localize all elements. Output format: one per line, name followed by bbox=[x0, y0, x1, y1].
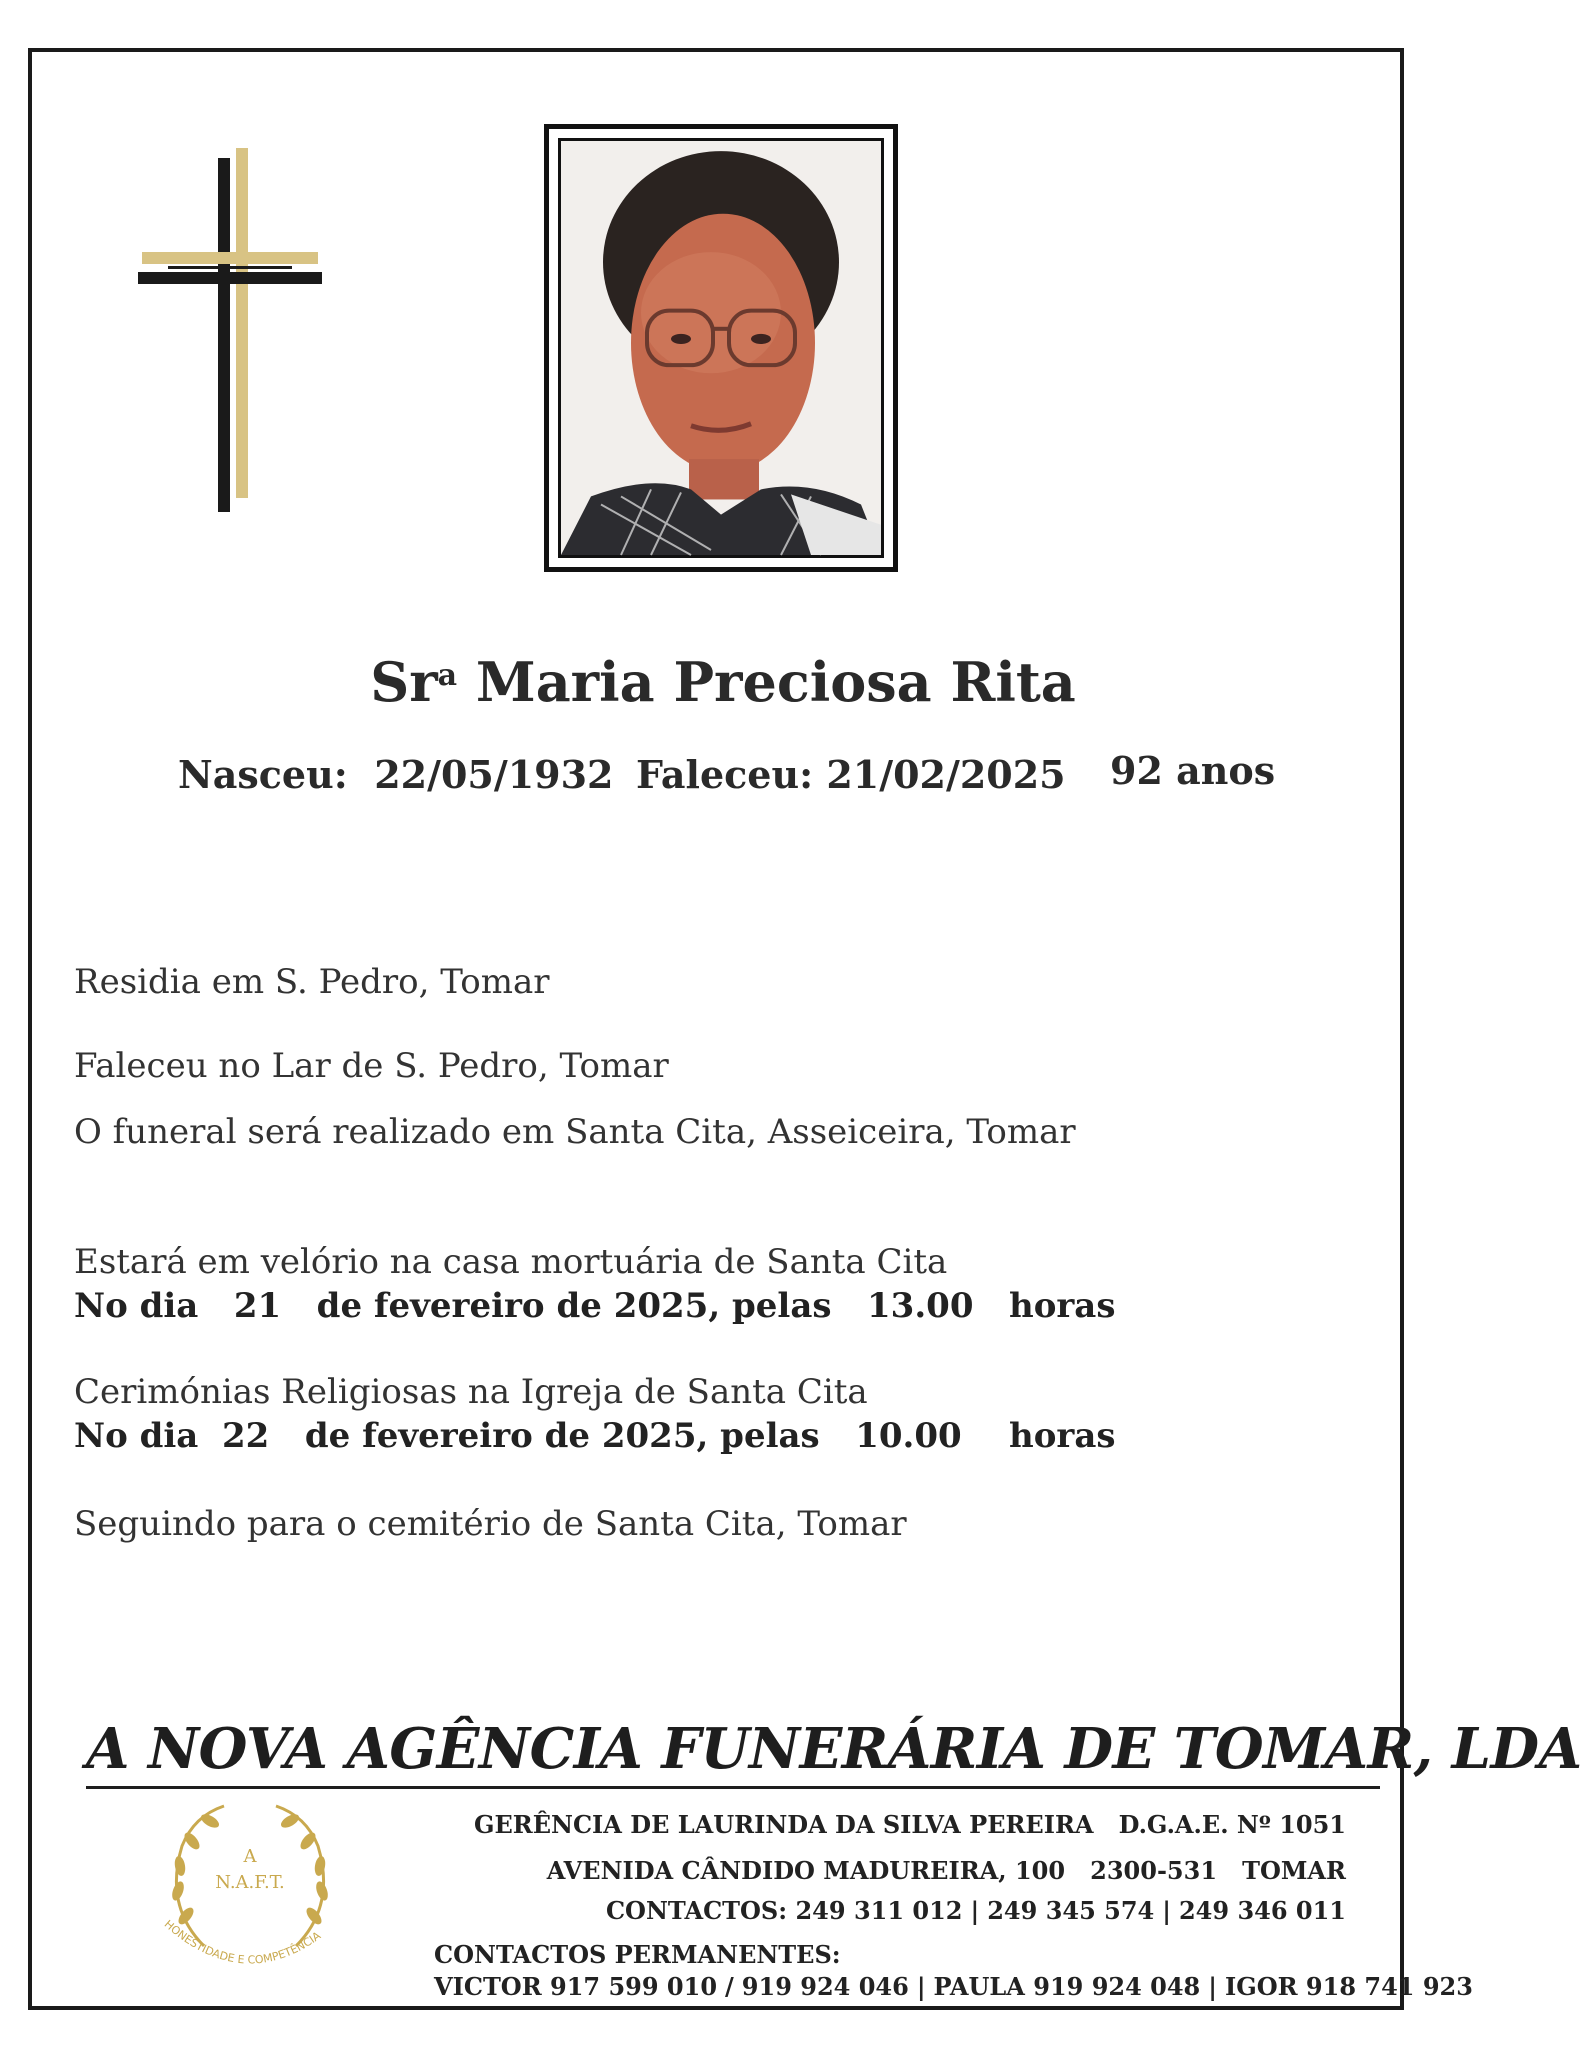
birth-date bbox=[178, 752, 613, 797]
wake-day-label: No dia bbox=[74, 1286, 199, 1326]
management: GERÊNCIA DE LAURINDA DA SILVA PEREIRA bbox=[473, 1810, 1094, 1839]
ceremony-day-label: No dia bbox=[74, 1416, 199, 1456]
born-value: 22/05/1932 bbox=[374, 752, 614, 797]
died-value: 21/02/2025 bbox=[826, 752, 1066, 797]
logo-motto: HONESTIDADE E COMPETÊNCIA bbox=[161, 1917, 324, 1967]
victor-phone-alt[interactable]: 919 924 046 bbox=[741, 1972, 909, 2001]
management-line bbox=[474, 1810, 1346, 1839]
full-name: Maria Preciosa Rita bbox=[475, 650, 1076, 714]
phone-3[interactable]: 249 346 011 bbox=[1178, 1896, 1346, 1925]
portrait-frame bbox=[544, 124, 898, 572]
wake-time: 13.00 bbox=[867, 1286, 974, 1326]
agency-name: A NOVA AGÊNCIA FUNERÁRIA DE TOMAR, LDA bbox=[86, 1716, 1582, 1782]
contacts-line: CONTACTOS: 249 311 012 | 249 345 574 | 249 346 011 bbox=[605, 1896, 1346, 1925]
ceremony-line: Cerimónias Religiosas na Igreja de Santa Cita bbox=[74, 1372, 868, 1412]
portrait-photo bbox=[558, 138, 884, 558]
paula-phone[interactable]: PAULA 919 924 048 bbox=[933, 1972, 1201, 2001]
address-line bbox=[547, 1856, 1346, 1885]
ceremony-hours: horas bbox=[1009, 1416, 1116, 1456]
ceremony-schedule bbox=[74, 1416, 1116, 1456]
phone-2[interactable]: 249 345 574 bbox=[987, 1896, 1155, 1925]
phone-1[interactable]: 249 311 012 bbox=[795, 1896, 963, 1925]
address: AVENIDA CÂNDIDO MADUREIRA, 100 bbox=[546, 1856, 1066, 1885]
wake-schedule bbox=[74, 1286, 1115, 1326]
born-label: Nasceu: bbox=[178, 752, 348, 797]
deceased-name bbox=[0, 650, 1446, 714]
title-suffix: a bbox=[437, 658, 458, 693]
funeral-line: O funeral será realizado em Santa Cita, Asseiceira, Tomar bbox=[74, 1112, 1076, 1152]
dgae: D.G.A.E. Nº 1051 bbox=[1118, 1810, 1346, 1839]
cross-icon bbox=[138, 148, 322, 512]
logo-letter: A bbox=[243, 1846, 257, 1867]
wake-line: Estará em velório na casa mortuária de Santa Cita bbox=[74, 1242, 948, 1282]
wake-hours: horas bbox=[1009, 1286, 1116, 1326]
title-prefix: Sr bbox=[370, 650, 438, 714]
agency-underline bbox=[86, 1786, 1380, 1789]
wake-date-text: de fevereiro de 2025, pelas bbox=[316, 1286, 832, 1326]
ceremony-time: 10.00 bbox=[855, 1416, 962, 1456]
cemetery-line: Seguindo para o cemitério de Santa Cita, Tomar bbox=[74, 1504, 907, 1544]
ceremony-day: 22 bbox=[222, 1416, 270, 1456]
contacts-label: CONTACTOS: bbox=[605, 1896, 788, 1925]
ceremony-date-text: de fevereiro de 2025, pelas bbox=[304, 1416, 820, 1456]
igor-phone[interactable]: IGOR 918 741 923 bbox=[1225, 1972, 1473, 2001]
city: TOMAR bbox=[1242, 1856, 1346, 1885]
permanent-contacts-line: VICTOR 917 599 010 / 919 924 046 | PAULA 919 924 048 | IGOR 918 741 923 bbox=[434, 1972, 1473, 2001]
age: 92 anos bbox=[1110, 748, 1276, 793]
logo-acronym: N.A.F.T. bbox=[215, 1872, 285, 1893]
victor-phone[interactable]: VICTOR 917 599 010 bbox=[434, 1972, 718, 2001]
permanent-contacts-label: CONTACTOS PERMANENTES: bbox=[434, 1940, 841, 1969]
residence-line: Residia em S. Pedro, Tomar bbox=[74, 962, 550, 1002]
died-label: Faleceu: bbox=[636, 752, 814, 797]
death-date bbox=[636, 752, 1066, 797]
place-of-death-line: Faleceu no Lar de S. Pedro, Tomar bbox=[74, 1046, 669, 1086]
naft-logo bbox=[134, 1796, 366, 1986]
postal-code: 2300-531 bbox=[1090, 1856, 1218, 1885]
wake-day: 21 bbox=[233, 1286, 282, 1326]
